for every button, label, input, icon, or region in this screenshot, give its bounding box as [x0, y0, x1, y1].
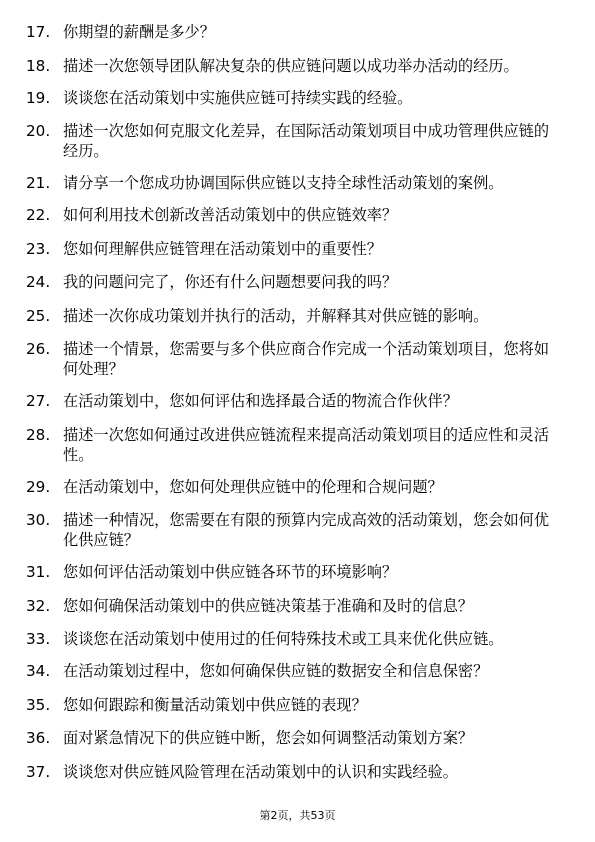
question-item [0, 173, 595, 193]
question-item [0, 121, 595, 161]
question-number: 36. [26, 729, 51, 747]
question-number: 34. [26, 662, 51, 680]
question-text: 谈谈您在活动策划中使用过的任何特殊技术或工具来优化供应链。 [63, 630, 504, 648]
question-text: 您如何评估活动策划中供应链各环节的环境影响？ [63, 563, 398, 581]
question-text: 面对紧急情况下的供应链中断，您会如何调整活动策划方案？ [63, 729, 474, 747]
question-number: 33. [26, 630, 51, 648]
question-item [0, 239, 595, 259]
question-number: 19. [26, 88, 51, 107]
question-text: 描述一次您如何通过改进供应链流程来提高活动策划项目的适应性和灵活性。 [63, 425, 549, 464]
question-number: 28. [26, 425, 51, 444]
question-text: 描述一个情景，您需要与多个供应商合作完成一个活动策划项目，您将如何处理？ [63, 340, 549, 378]
page-number-label: 第2页，共53页 [259, 809, 336, 822]
question-text: 描述一次您领导团队解决复杂的供应链问题以成功举办活动的经历。 [63, 56, 519, 75]
question-text: 您如何跟踪和衡量活动策划中供应链的表现？ [63, 695, 367, 714]
question-item [0, 88, 595, 108]
question-number: 24. [26, 273, 51, 291]
question-text: 请分享一个您成功协调国际供应链以支持全球性活动策划的案例。 [63, 174, 504, 192]
page-footer [0, 809, 595, 823]
question-number: 31. [26, 563, 51, 581]
question-item [0, 391, 595, 411]
question-text: 您如何确保活动策划中的供应链决策基于准确和及时的信息？ [63, 596, 474, 615]
question-text: 描述一次你成功策划并执行的活动，并解释其对供应链的影响。 [63, 306, 489, 325]
question-text: 在活动策划中，您如何处理供应链中的伦理和合规问题？ [63, 477, 443, 496]
question-item [0, 510, 595, 550]
question-number: 25. [26, 306, 51, 325]
question-number: 27. [26, 392, 51, 410]
question-number: 30. [26, 511, 51, 529]
question-number: 22. [26, 206, 51, 224]
question-number: 32. [26, 596, 51, 615]
question-number: 17. [26, 23, 51, 41]
question-item [0, 728, 595, 748]
question-item [0, 661, 595, 681]
question-item [0, 596, 595, 616]
question-text: 您如何理解供应链管理在活动策划中的重要性？ [63, 239, 382, 258]
question-number: 37. [26, 762, 51, 781]
question-text: 你期望的薪酬是多少？ [63, 23, 215, 41]
question-item [0, 695, 595, 715]
question-text: 谈谈您在活动策划中实施供应链可持续实践的经验。 [63, 88, 413, 107]
question-item [0, 339, 595, 379]
question-number: 35. [26, 695, 51, 714]
question-list [0, 22, 595, 795]
question-item [0, 205, 595, 225]
question-item [0, 56, 595, 76]
question-number: 18. [26, 56, 51, 75]
question-text: 我的问题问完了，你还有什么问题想要问我的吗？ [63, 273, 398, 291]
question-item [0, 762, 595, 782]
question-item [0, 272, 595, 292]
question-text: 在活动策划过程中，您如何确保供应链的数据安全和信息保密？ [63, 662, 489, 680]
question-text: 如何利用技术创新改善活动策划中的供应链效率？ [63, 206, 398, 224]
question-item [0, 477, 595, 497]
question-text: 描述一种情况，您需要在有限的预算内完成高效的活动策划，您会如何优化供应链？ [63, 511, 549, 549]
question-text: 在活动策划中，您如何评估和选择最合适的物流合作伙伴？ [63, 392, 458, 410]
question-number: 26. [26, 340, 51, 358]
question-item [0, 562, 595, 582]
question-item [0, 306, 595, 326]
question-text: 描述一次您如何克服文化差异，在国际活动策划项目中成功管理供应链的经历。 [63, 122, 549, 160]
question-number: 20. [26, 122, 51, 140]
question-item [0, 629, 595, 649]
question-text: 谈谈您对供应链风险管理在活动策划中的认识和实践经验。 [63, 762, 458, 781]
question-number: 29. [26, 477, 51, 496]
question-item [0, 22, 595, 42]
question-number: 23. [26, 239, 51, 258]
question-item [0, 425, 595, 465]
question-number: 21. [26, 174, 51, 192]
